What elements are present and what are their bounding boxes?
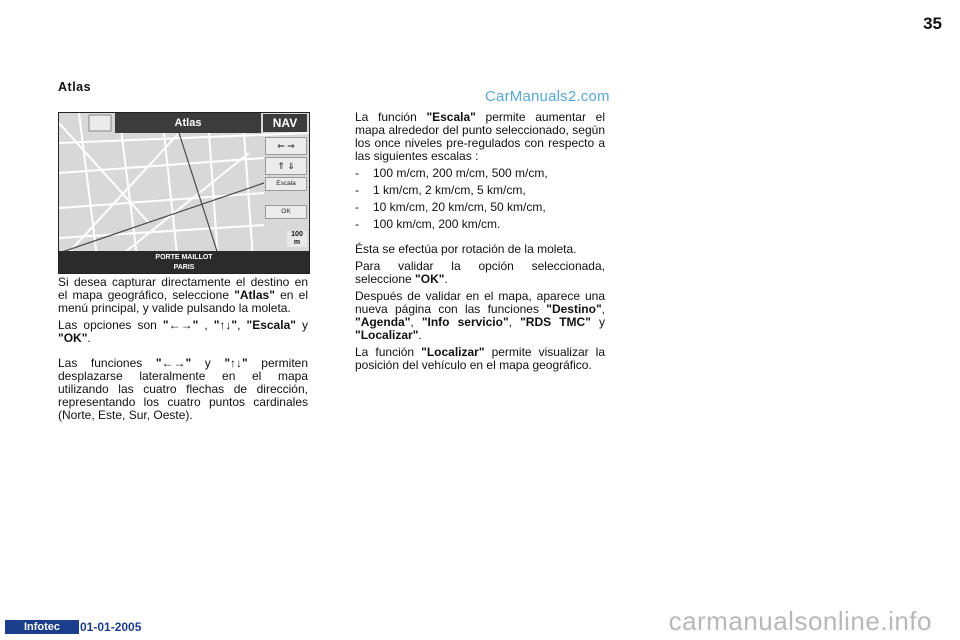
right-paragraph-2: Ésta se efectúa por rotación de la moleta. — [355, 242, 577, 256]
place-name-bar — [59, 251, 309, 273]
ok-button[interactable]: OK — [265, 205, 307, 219]
right-paragraph-3: Para validar la opción seleccionada, seleccione "OK". — [355, 259, 605, 286]
place-line-1: PORTE MAILLOT — [155, 254, 213, 261]
right-paragraph-4: Después de validar en el mapa, aparece una nueva página con las funciones "Destino", "Agenda", "Info servicio", "RDS TMC" y "Localizar". — [355, 289, 605, 342]
section-title: Atlas — [58, 80, 92, 94]
left-right-arrows-button[interactable]: ⇐ ⇒ — [265, 137, 307, 155]
scale-button[interactable]: Escala — [265, 177, 307, 191]
navigation-screen — [58, 112, 310, 274]
scale-indicator — [287, 231, 307, 247]
list-item: - 100 km/cm, 200 km/cm. — [355, 217, 501, 231]
scale-value: 100 — [291, 231, 303, 238]
list-item: - 100 m/cm, 200 m/cm, 500 m/cm, — [355, 166, 548, 180]
scale-list — [355, 167, 605, 231]
watermark-bottom: carmanualsonline.info — [668, 606, 932, 636]
screen-title: Atlas — [115, 113, 261, 133]
right-paragraph-5: La función "Localizar" permite visualizar la posición del vehículo en el mapa geográfico. — [355, 345, 606, 372]
left-paragraph-3: Las funciones "←→" y "↑↓" permiten desplazarse lateralmente en el mapa utilizando las cuatro flechas de dirección, representando los cuatro puntos cardinales (Norte, Este, Sur, Oeste). — [58, 356, 308, 422]
footer-date: 01-01-2005 — [80, 620, 142, 634]
watermark-top: CarManuals2.com — [485, 88, 610, 105]
footer-logo: Infotec — [5, 620, 79, 634]
list-item: - 1 km/cm, 2 km/cm, 5 km/cm, — [355, 183, 526, 197]
nav-label: NAV — [263, 114, 307, 132]
left-paragraph-1: Si desea capturar directamente el destino en el mapa geográfico, seleccione "Atlas" en el menú principal, y valide pulsando la moleta. — [58, 275, 308, 315]
place-line-2: PARIS — [173, 264, 195, 271]
left-paragraph-2: Las opciones son "←→" , "↑↓", "Escala" y "OK". — [58, 318, 308, 345]
left-column — [58, 276, 308, 426]
up-down-arrows-button[interactable]: ⇑ ⇓ — [265, 157, 307, 175]
right-paragraph-1: La función "Escala" permite aumentar el mapa alrededor del punto seleccionado, según los once niveles pre-regulados con respecto a las siguientes escalas : — [355, 110, 605, 163]
list-item: - 10 km/cm, 20 km/cm, 50 km/cm, — [355, 200, 546, 214]
page-number: 35 — [923, 14, 942, 33]
right-column — [355, 111, 605, 376]
scale-unit: m — [293, 239, 301, 246]
